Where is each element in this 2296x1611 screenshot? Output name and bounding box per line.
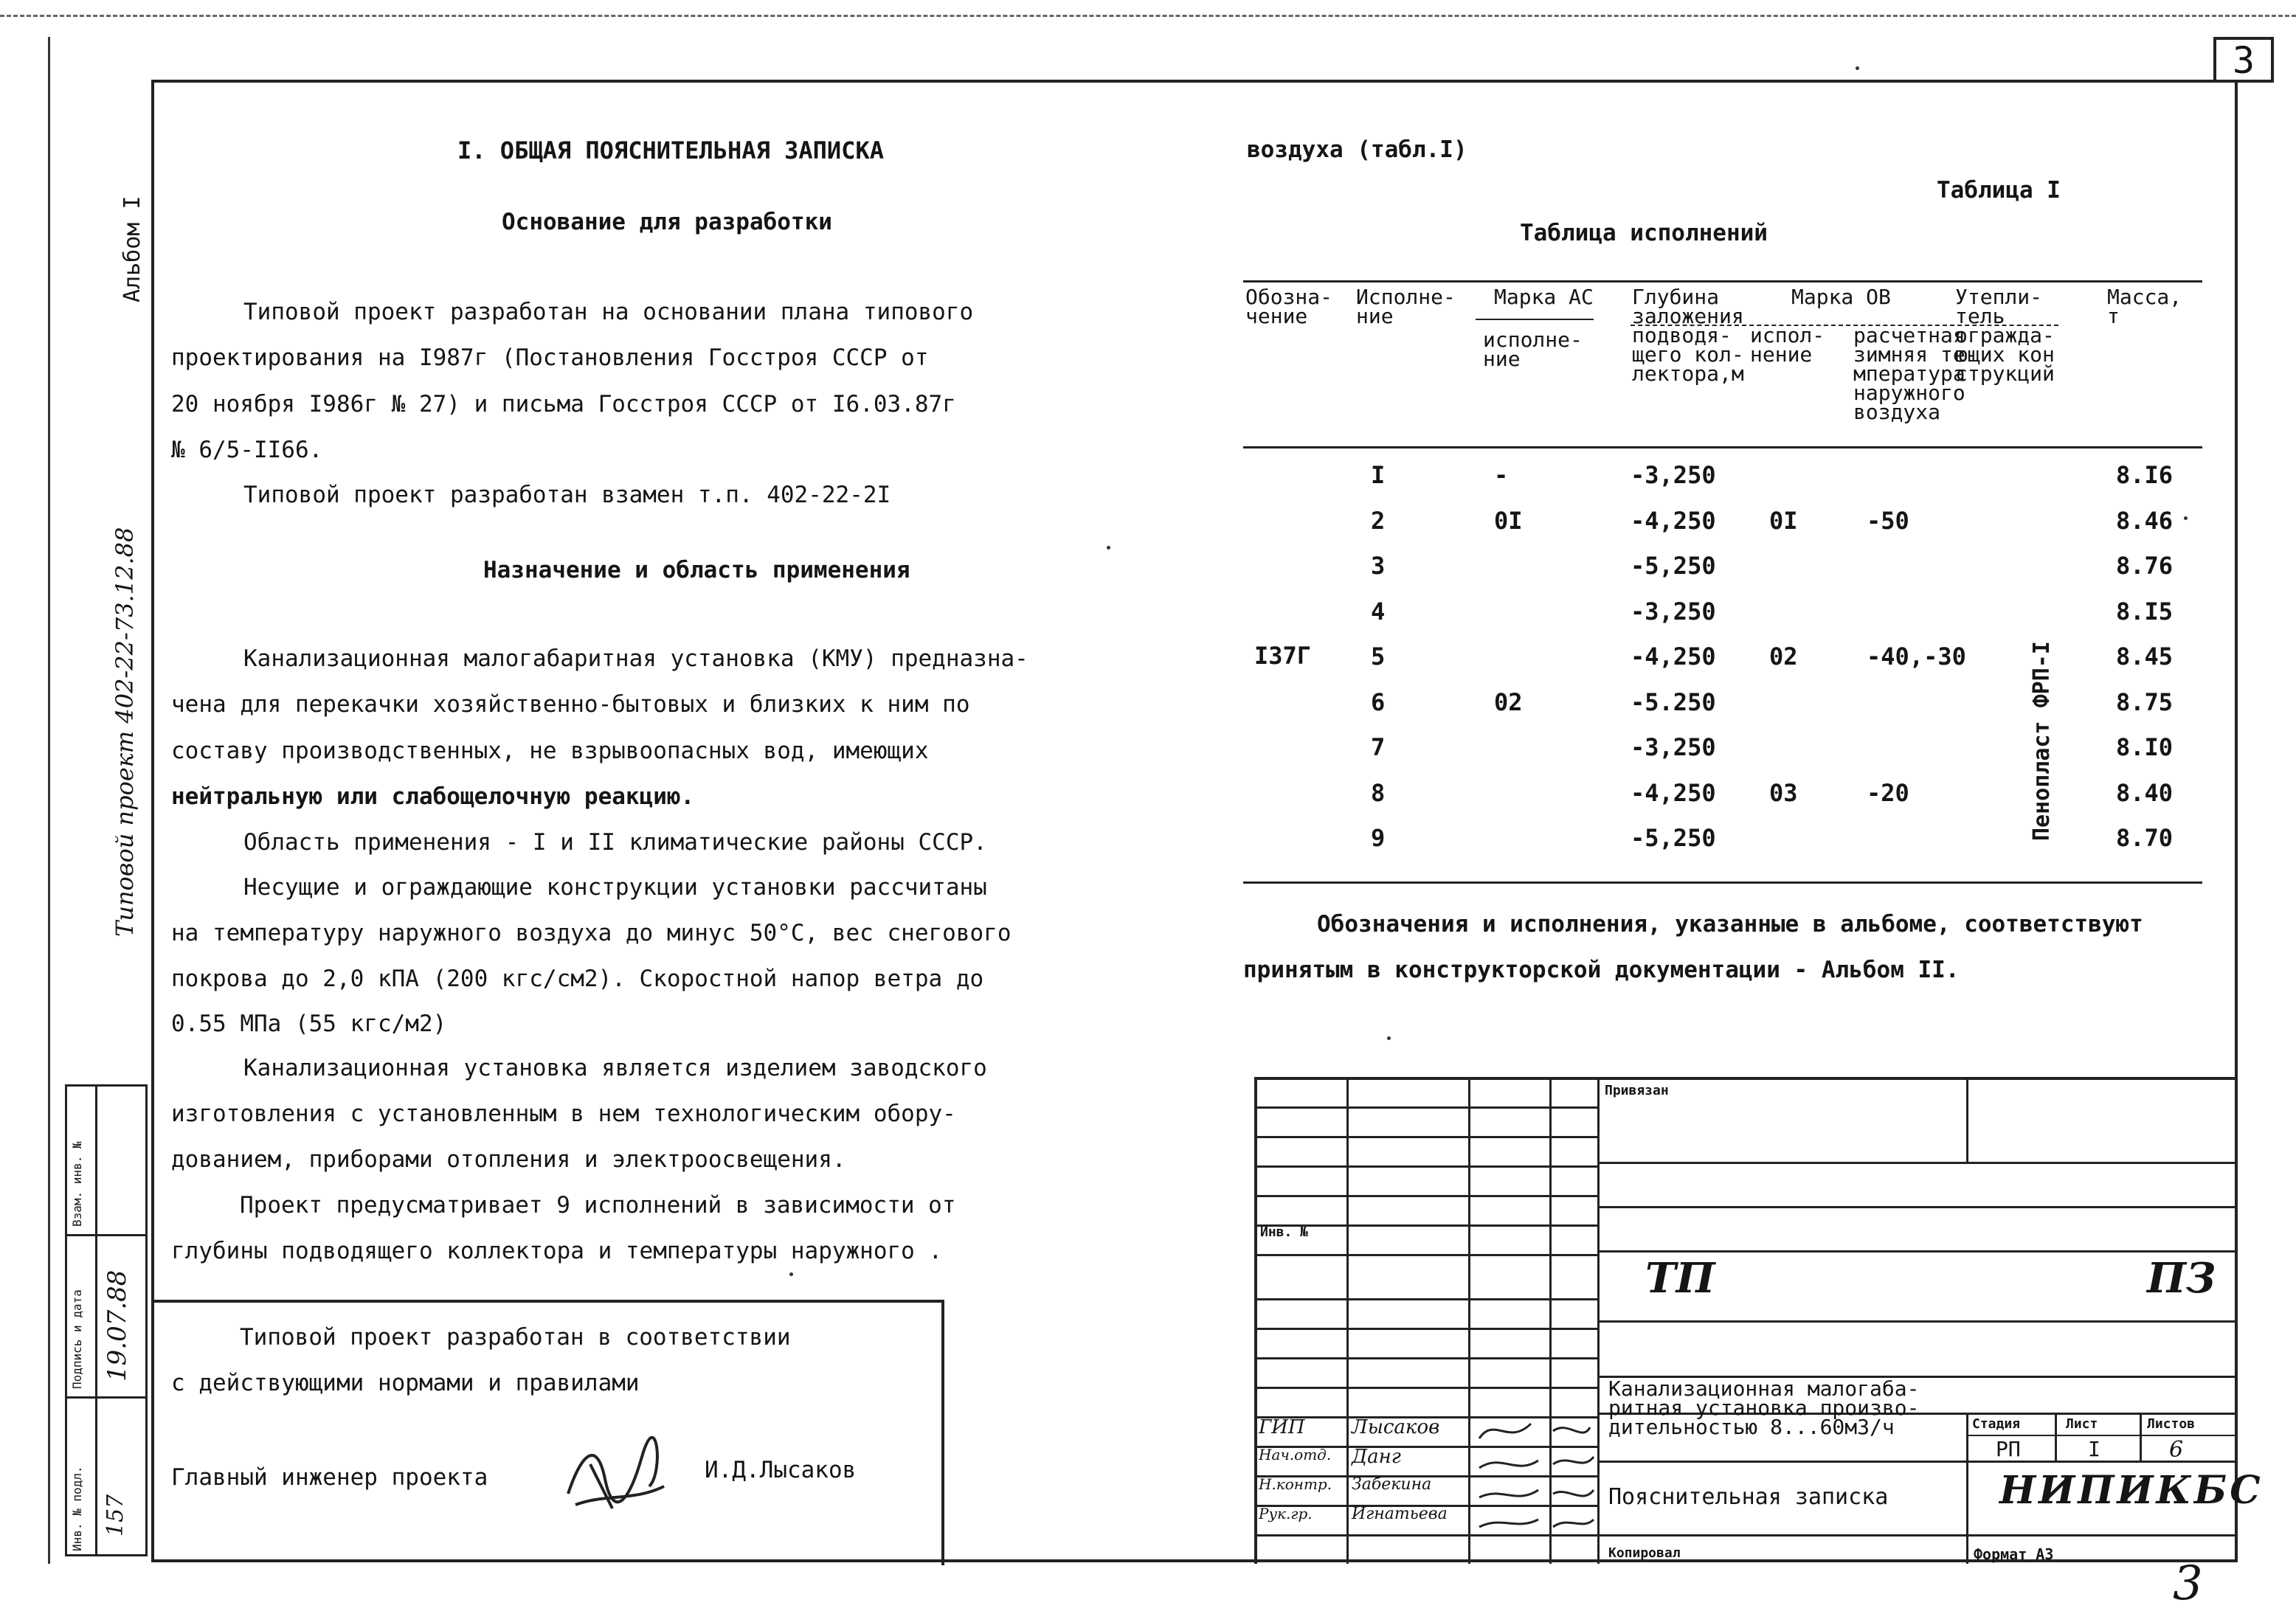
paragraph-line: Проект предусматривает 9 исполнений в зависимости от: [240, 1192, 956, 1219]
table-bottom-rule: [1243, 881, 2202, 884]
subheading-basis: Основание для разработки: [502, 209, 832, 235]
cell-glub: -5,250: [1631, 824, 1716, 852]
table-title: Таблица исполнений: [1520, 220, 1768, 246]
cell-isp: 4: [1371, 597, 1386, 626]
cell-ac: 02: [1494, 687, 1523, 716]
title-block: [1254, 1077, 2264, 1564]
stamp-title-line: дительностью 8...60м3/ч: [1608, 1415, 1895, 1439]
role-rukgr: Рук.гр.: [1259, 1505, 1313, 1522]
chief-engineer-label: Главный инженер проекта: [171, 1464, 488, 1491]
paragraph-line: Канализационная малогабаритная установка (КМУ) предназна-: [243, 645, 1028, 672]
cell-massa: 8.76: [2116, 552, 2174, 580]
paragraph-line: проектирования на I987г (Постановления Госстроя СССР от: [171, 344, 929, 371]
cell-ob: 0I: [1769, 506, 1798, 535]
cell-isp: 2: [1371, 506, 1386, 535]
header-marka-ob-isp: испол- нение: [1750, 323, 1825, 367]
cell-ac: 0I: [1494, 506, 1523, 535]
scan-speck: [1387, 1036, 1391, 1040]
stadia-value: РП: [1996, 1437, 2021, 1461]
stamp-signatures: [1472, 1416, 1597, 1534]
cell-glub: -4,250: [1631, 778, 1716, 807]
page-number: 3: [2232, 39, 2255, 82]
paragraph-line: чена для перекачки хозяйственно-бытовых и близких к ним по: [171, 691, 970, 718]
scan-speck: [2184, 516, 2188, 520]
cell-isp: 7: [1371, 733, 1386, 761]
header-marka-ac: Марка АС: [1494, 285, 1594, 309]
paragraph-line: № 6/5-II66.: [171, 437, 323, 463]
paragraph-line: Типовой проект разработан взамен т.п. 402-22-2I: [243, 482, 891, 508]
role-nkontr: Н.контр.: [1259, 1475, 1332, 1493]
cell-massa: 8.46: [2116, 506, 2174, 535]
chief-signature: [561, 1435, 671, 1516]
paragraph-line: 20 ноября I986г № 27) и письма Госстроя СССР от I6.03.87г: [171, 391, 956, 418]
scan-speck: [1856, 66, 1859, 70]
scan-speck: [1107, 546, 1110, 550]
cell-ob: 02: [1769, 642, 1798, 671]
paragraph-line: изготовления с установленным в нем технологическим обору-: [171, 1101, 956, 1127]
after-table-line: принятым в конструкторской документации - Альбом II.: [1243, 957, 1960, 983]
cell-temp: -50: [1867, 506, 1909, 535]
cell-isp: 6: [1371, 687, 1386, 716]
paragraph-line: дованием, приборами отопления и электроосвещения.: [171, 1146, 846, 1173]
role-gip: ГИП: [1259, 1416, 1305, 1438]
paragraph-line: Канализационная установка является изделием заводского: [243, 1055, 987, 1081]
table-top-rule: [1243, 280, 2202, 283]
cell-isp: 9: [1371, 824, 1386, 852]
cell-ac: -: [1494, 461, 1509, 489]
cell-isp: 3: [1371, 552, 1386, 580]
margin-stamp-inv: 157: [103, 1494, 128, 1536]
header-marka-ob: Марка ОВ: [1791, 285, 1891, 309]
format-label: Формат А3: [1974, 1545, 2054, 1563]
chief-engineer-name: И.Д.Лысаков: [705, 1457, 857, 1483]
paragraph-line: глубины подводящего коллектора и температуры наружного .: [171, 1238, 943, 1264]
stamp-title: [1608, 1376, 1920, 1439]
header-massa: Масса, т: [2107, 285, 2182, 328]
paragraph-line: Несущие и ограждающие конструкции установки рассчитаны: [243, 874, 987, 901]
scan-speck: [789, 1272, 793, 1276]
scan-left-line: [48, 37, 50, 1564]
stamp-title-line: Канализационная малогаба-: [1608, 1376, 1920, 1401]
paragraph-line: Область применения - I и II климатические районы СССР.: [243, 829, 987, 856]
oboz-value: I37Г: [1254, 642, 1312, 670]
table-label: Таблица I: [1937, 177, 2061, 204]
subheading-purpose: Назначение и область применения: [483, 557, 910, 583]
note-line: Типовой проект разработан в соответствии: [240, 1324, 791, 1351]
cell-glub: -3,250: [1631, 597, 1716, 626]
cell-glub: -3,250: [1631, 461, 1716, 489]
stadia-header: Стадия: [1972, 1416, 2021, 1432]
paragraph-line: 0.55 МПа (55 кгс/м2): [171, 1011, 447, 1037]
paragraph-line: нейтральную или слабощелочную реакцию.: [171, 783, 695, 810]
cell-massa: 8.I6: [2116, 461, 2174, 489]
name-3: Забекина: [1352, 1475, 1432, 1494]
cell-glub: -5.250: [1631, 687, 1716, 716]
cell-glub: -5,250: [1631, 552, 1716, 580]
margin-stamp-label-2: Подпись и дата: [70, 1289, 84, 1389]
cell-massa: 8.40: [2116, 778, 2174, 807]
organization: НИПИКБС: [1999, 1468, 2264, 1513]
margin-album: Альбом I: [120, 195, 145, 302]
page-number-box: [2213, 37, 2274, 83]
name-4: Игнатьева: [1352, 1505, 1448, 1523]
inv-label: Инв. №: [1260, 1224, 1309, 1240]
margin-stamp: [65, 1084, 148, 1556]
heading: I. ОБЩАЯ ПОЯСНИТЕЛЬНАЯ ЗАПИСКА: [457, 136, 884, 164]
header-utepl: Утепли- тель огражда- ющих кон струкций: [1955, 285, 2055, 386]
paragraph-line: Типовой проект разработан на основании плана типового: [243, 299, 974, 325]
table-sub-rule: [1476, 319, 1594, 320]
list-header: Лист: [2066, 1416, 2098, 1432]
cell-massa: 8.70: [2116, 824, 2174, 852]
cell-massa: 8.I0: [2116, 733, 2174, 761]
list-value: I: [2088, 1437, 2100, 1461]
copy-label: Копировал: [1608, 1545, 1681, 1561]
cell-glub: -4,250: [1631, 506, 1716, 535]
role-nach: Нач.отд.: [1259, 1446, 1332, 1463]
name-1: Лысаков: [1352, 1416, 1440, 1438]
cell-glub: -3,250: [1631, 733, 1716, 761]
header-isp: Исполне- ние: [1356, 285, 1456, 328]
after-table-line: Обозначения и исполнения, указанные в альбоме, соответствуют: [1317, 911, 2143, 938]
paragraph-line: покрова до 2,0 кПА (200 кгс/см2). Скоростной напор ветра до: [171, 966, 984, 992]
header-marka-ob-temp: расчетная зимняя те- мпература наружного воздуха: [1853, 323, 1978, 424]
header-glub: Глубина заложения подводя- щего кол- лектора,м: [1632, 285, 1744, 386]
margin-stamp-label-3: Инв. № подл.: [70, 1466, 84, 1551]
cell-isp: I: [1371, 461, 1386, 489]
listov-value: 6: [2169, 1437, 2184, 1463]
privyazan-label: Привязан: [1605, 1083, 1669, 1098]
header-oboz: Обозна- чение: [1245, 285, 1333, 328]
doc-name: Пояснительная записка: [1608, 1484, 1889, 1510]
table-header-rule: [1243, 446, 2202, 448]
insulation-value: Пенопласт ФРП-I: [2029, 641, 2055, 841]
margin-project: Типовой проект 402-22-73.12.88: [111, 527, 139, 937]
corner-mark: 3: [2173, 1556, 2203, 1611]
cell-massa: 8.45: [2116, 642, 2174, 671]
stamp-title-line: ритная установка произво-: [1608, 1396, 1920, 1420]
pz-label: ПЗ: [2147, 1254, 2216, 1303]
cell-ob: 03: [1769, 778, 1798, 807]
cell-massa: 8.I5: [2116, 597, 2174, 626]
paragraph-line: составу производственных, не взрывоопасных вод, имеющих: [171, 738, 929, 764]
name-2: Данг: [1352, 1446, 1401, 1468]
scan-top-line: [0, 15, 2296, 17]
listov-header: Листов: [2147, 1416, 2196, 1432]
header-marka-ac-sub: исполне- ние: [1483, 328, 1583, 371]
cell-isp: 5: [1371, 642, 1386, 671]
cell-temp: -40,-30: [1867, 642, 1966, 671]
tp-label: ТП: [1645, 1254, 1715, 1303]
note-line: с действующими нормами и правилами: [171, 1370, 640, 1396]
continuation: воздуха (табл.I): [1247, 136, 1467, 163]
margin-stamp-label-1: Взам. инв. №: [70, 1141, 84, 1227]
cell-glub: -4,250: [1631, 642, 1716, 671]
cell-massa: 8.75: [2116, 687, 2174, 716]
margin-stamp-date: 19.07.88: [103, 1269, 132, 1382]
cell-isp: 8: [1371, 778, 1386, 807]
paragraph-line: на температуру наружного воздуха до минус 50°С, вес снегового: [171, 920, 1012, 946]
cell-temp: -20: [1867, 778, 1909, 807]
